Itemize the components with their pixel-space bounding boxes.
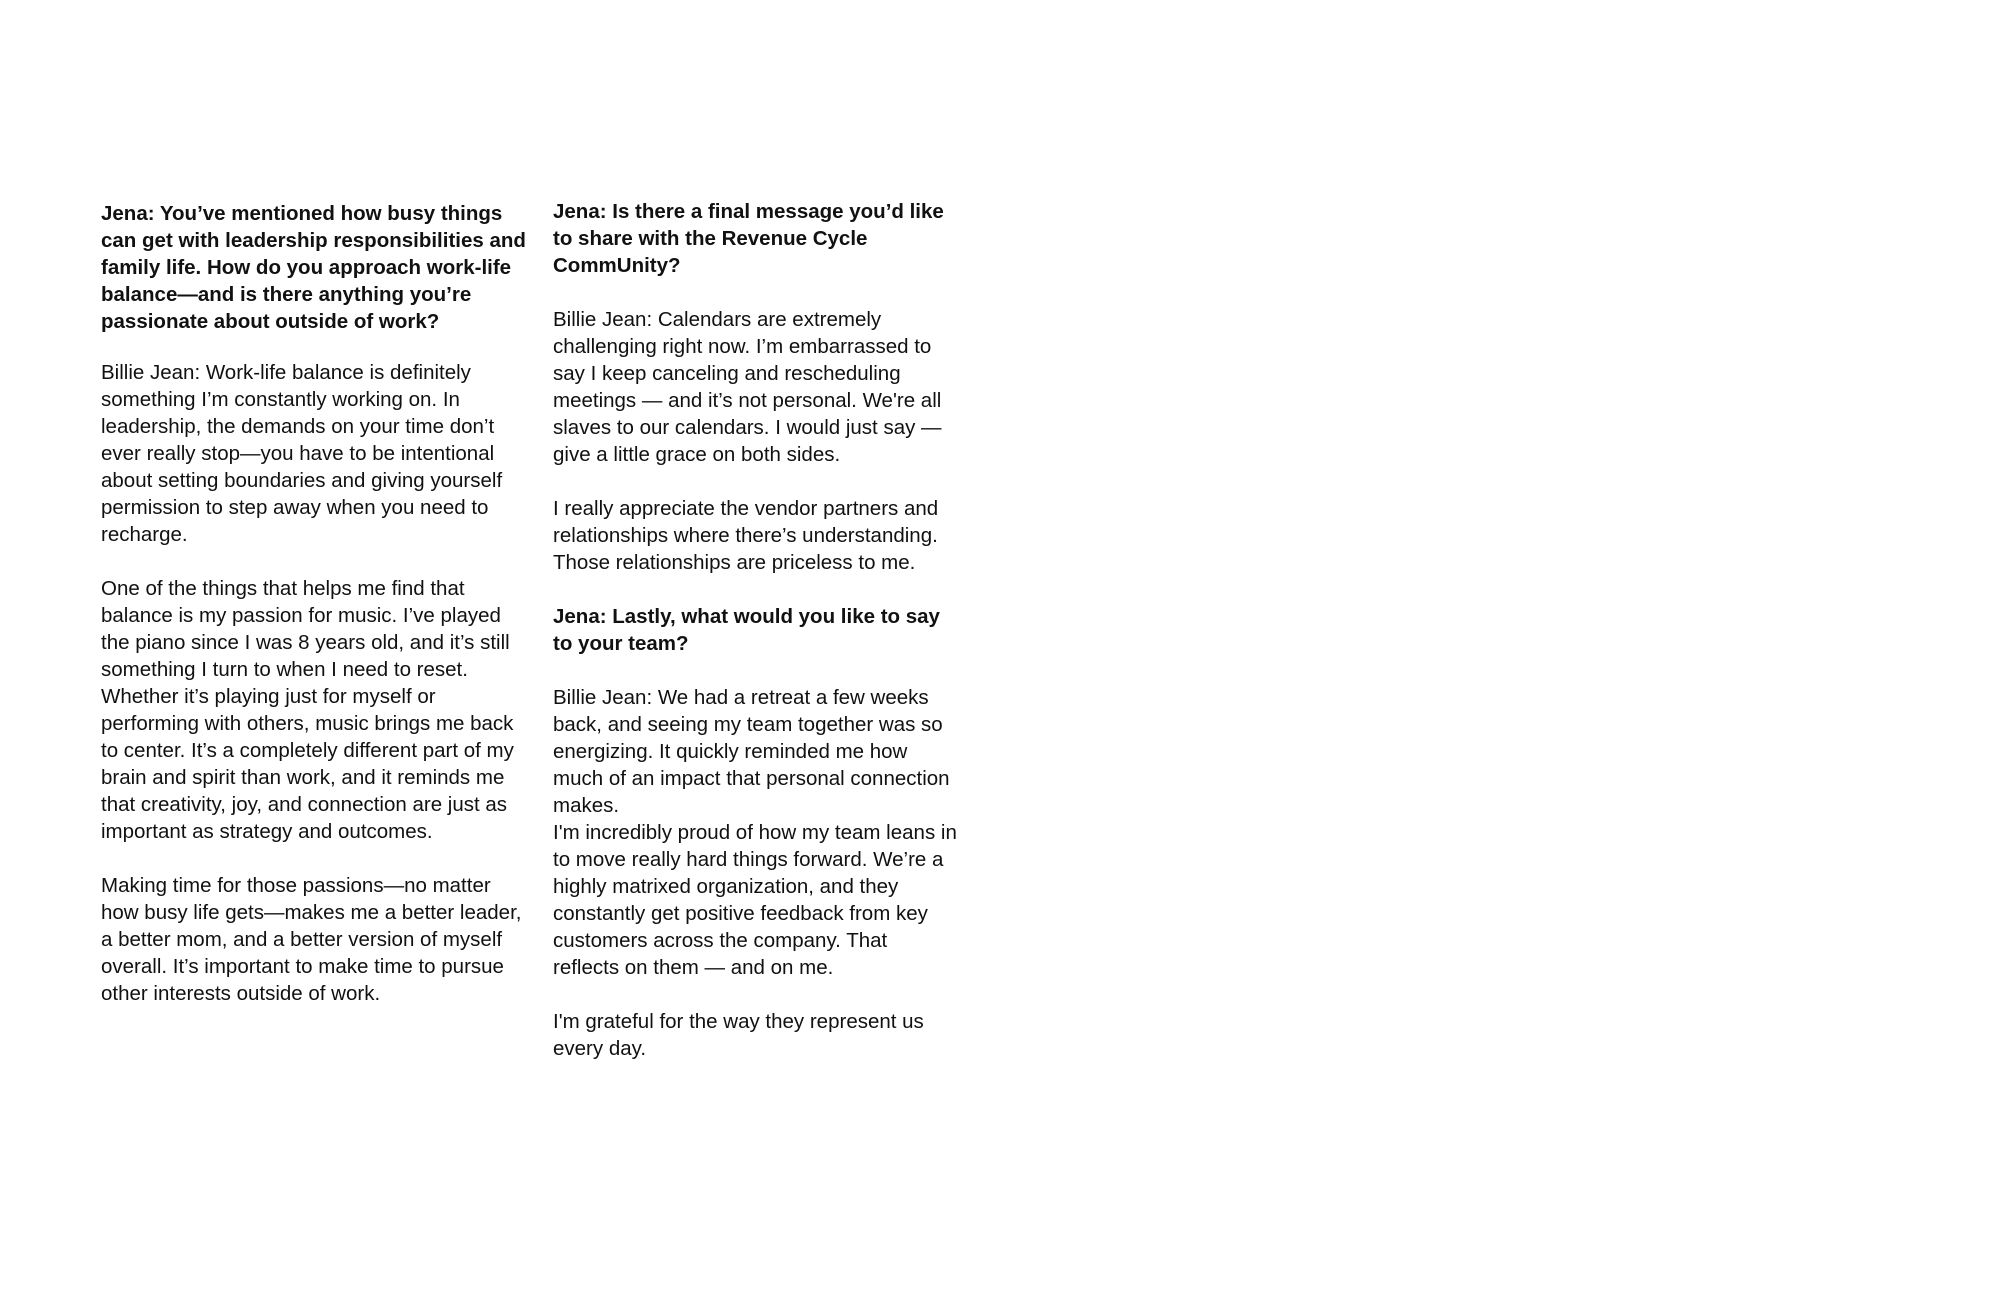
answer-paragraph: I'm incredibly proud of how my team leans in to move really hard things forward. We’re a highly matrixed organization, and they constantly get positive feedback from key customers across the company. That reflects on them — and on me.: [553, 821, 957, 979]
answer-paragraph: Billie Jean: Calendars are extremely challenging right now. I’m embarrassed to say I keep canceling and rescheduling meetings — and it’s not personal. We're all slaves to our calendars. I would just say — give a little grace on both sides.: [553, 308, 942, 466]
answer-paragraph: Billie Jean: Work-life balance is definitely something I’m constantly working on. In leadership, the demands on your time don’t ever really stop—you have to be intentional about setting boundaries and giving yourself permission to step away when you need to recharge.: [101, 361, 503, 546]
left-column: [101, 200, 526, 1007]
answer-paragraph: Billie Jean: We had a retreat a few weeks back, and seeing my team together was so energizing. It quickly reminded me how much of an impact that personal connection makes.: [553, 686, 950, 817]
answer-paragraph: I'm grateful for the way they represent us every day.: [553, 1010, 924, 1060]
right-column: [553, 198, 958, 1062]
question-work-life-balance: Jena: You’ve mentioned how busy things can get with leadership responsibilities and family life. How do you approach work-life balance—and is there anything you’re passionate about outside of work?: [101, 202, 526, 333]
answer-paragraph: One of the things that helps me find that balance is my passion for music. I’ve played the piano since I was 8 years old, and it’s still something I turn to when I need to reset. Whether it’s playing just for myself or performing with others, music brings me back to center. It’s a completely different part of my brain and spirit than work, and it reminds me that creativity, joy, and connection are just as important as strategy and outcomes.: [101, 577, 514, 843]
answer-paragraph: Making time for those passions—no matter how busy life gets—makes me a better leader, a better mom, and a better version of myself overall. It’s important to make time to pursue other interests outside of work.: [101, 874, 522, 1005]
question-team-message: Jena: Lastly, what would you like to say to your team?: [553, 605, 940, 655]
question-final-message: Jena: Is there a final message you’d like to share with the Revenue Cycle CommUnity?: [553, 200, 944, 277]
answer-paragraph: I really appreciate the vendor partners and relationships where there’s understanding. Those relationships are priceless to me.: [553, 497, 939, 574]
